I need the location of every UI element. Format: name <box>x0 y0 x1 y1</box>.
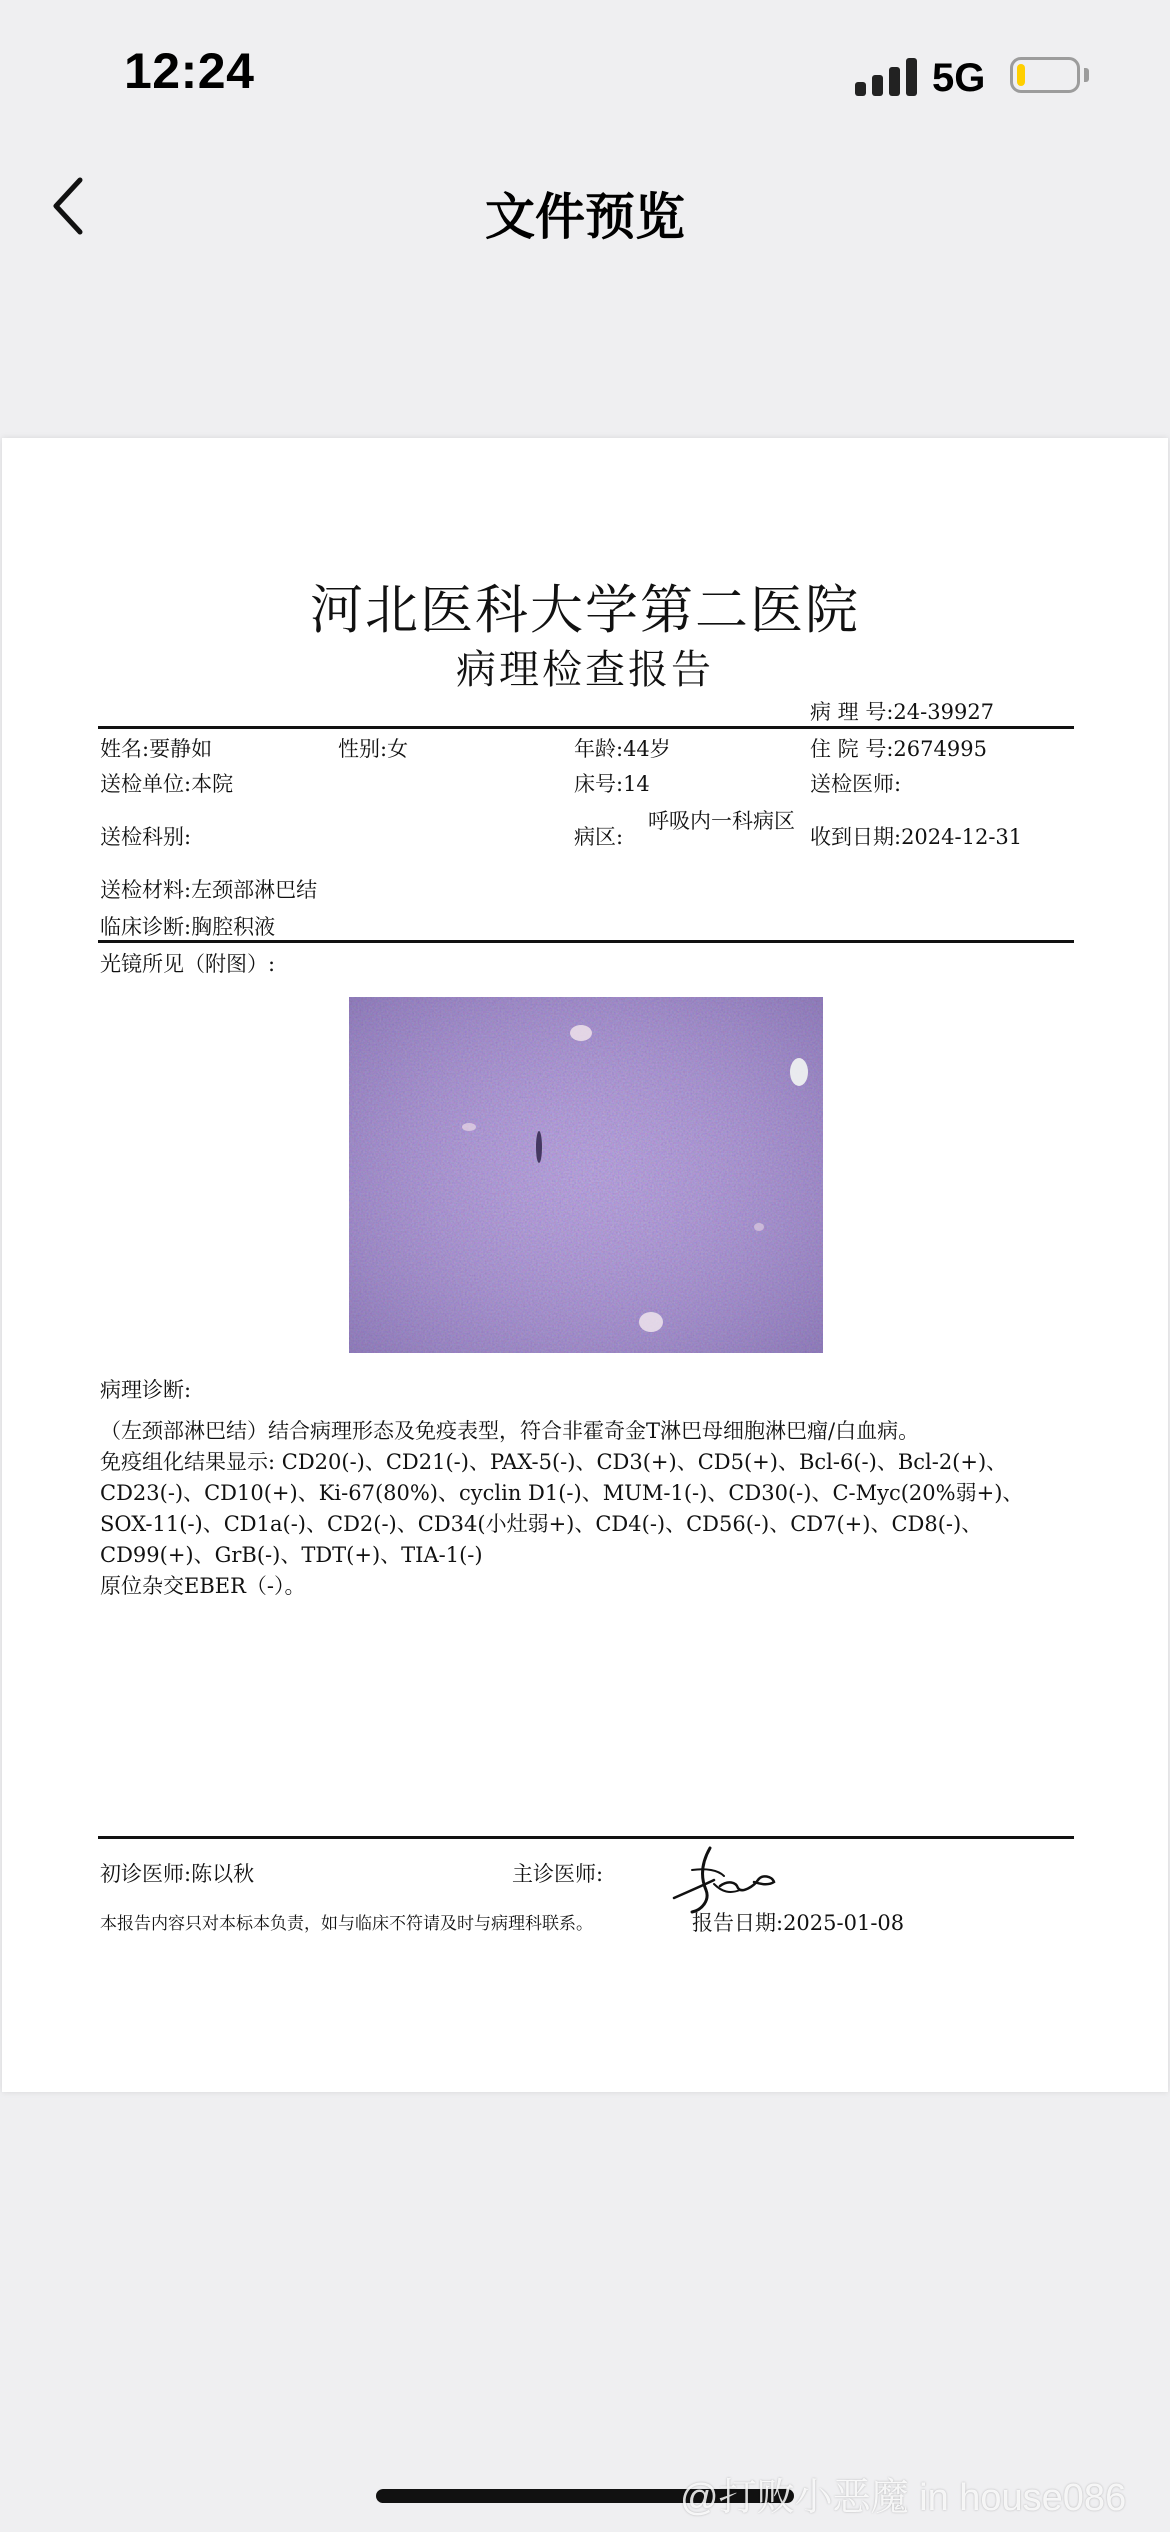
diagnosis-line: 原位杂交EBER（-）。 <box>100 1574 306 1598</box>
patient-gender: 性别:女 <box>338 737 409 761</box>
nav-bar <box>0 150 1170 270</box>
battery-level <box>1017 64 1025 86</box>
microscopy-label: 光镜所见（附图）: <box>100 952 276 976</box>
sending-unit: 送检单位:本院 <box>100 772 234 796</box>
footer-rule <box>98 1836 1074 1839</box>
report-title: 病理检查报告 <box>456 647 714 693</box>
patient-age: 年龄:44岁 <box>574 737 671 761</box>
diagnosis-line: SOX-11(-)、CD1a(-)、CD2(-)、CD34(小灶弱+)、CD4(-)、CD56(-)、CD7(+)、CD8(-)、 <box>100 1512 983 1536</box>
ward-value: 呼吸内一科病区 <box>648 809 795 833</box>
received-date: 收到日期:2024-12-31 <box>810 825 1023 849</box>
diagnosis-line: （左颈部淋巴结）结合病理形态及免疫表型，符合非霍奇金T淋巴母细胞淋巴瘤/白血病。 <box>100 1419 920 1443</box>
sending-department: 送检科别: <box>100 825 192 849</box>
disclaimer: 本报告内容只对本标本负责，如与临床不符请及时与病理科联系。 <box>100 1914 593 1934</box>
diagnosis-line: 免疫组化结果显示: CD20(-)、CD21(-)、PAX-5(-)、CD3(+)、CD5(+)、Bcl-6(-)、Bcl-2(+)、 <box>100 1450 1008 1474</box>
section-rule <box>98 940 1074 943</box>
attending-doctor: 主诊医师: <box>512 1862 604 1886</box>
header-rule <box>98 726 1074 729</box>
signature-image <box>662 1840 782 1916</box>
pathology-number: 病 理 号:24-39927 <box>810 700 995 724</box>
battery-icon <box>1010 57 1080 93</box>
status-bar <box>0 0 1170 140</box>
histology-image <box>349 997 823 1353</box>
page-title: 文件预览 <box>485 188 685 246</box>
report-date: 报告日期:2025-01-08 <box>692 1911 905 1935</box>
diagnosis-text <box>100 1416 1080 1602</box>
watermark: @打败小恶魔 in house086 <box>680 2477 1127 2519</box>
bed-number: 床号:14 <box>574 772 650 796</box>
admission-number: 住 院 号:2674995 <box>810 737 987 761</box>
diagnosis-line: CD99(+)、GrB(-)、TDT(+)、TIA-1(-) <box>100 1543 483 1567</box>
hospital-name: 河北医科大学第二医院 <box>310 580 860 641</box>
patient-name: 姓名:要静如 <box>100 737 213 761</box>
ward-label: 病区: <box>574 825 624 849</box>
clinical-diagnosis: 临床诊断:胸腔积液 <box>100 915 276 939</box>
battery-cap <box>1084 68 1089 82</box>
pathology-report <box>2 438 1168 2092</box>
pathology-diagnosis-label: 病理诊断: <box>100 1378 192 1402</box>
initial-doctor: 初诊医师:陈以秋 <box>100 1862 255 1886</box>
network-type: 5G <box>932 56 986 100</box>
document-preview[interactable] <box>2 438 1168 2092</box>
status-time: 12:24 <box>124 43 255 99</box>
sending-doctor: 送检医师: <box>810 772 902 796</box>
cellular-signal-icon <box>855 56 917 96</box>
specimen-material: 送检材料:左颈部淋巴结 <box>100 878 318 902</box>
diagnosis-line: CD23(-)、CD10(+)、Ki-67(80%)、cyclin D1(-)、MUM-1(-)、CD30(-)、C-Myc(20%弱+)、 <box>100 1481 1024 1505</box>
